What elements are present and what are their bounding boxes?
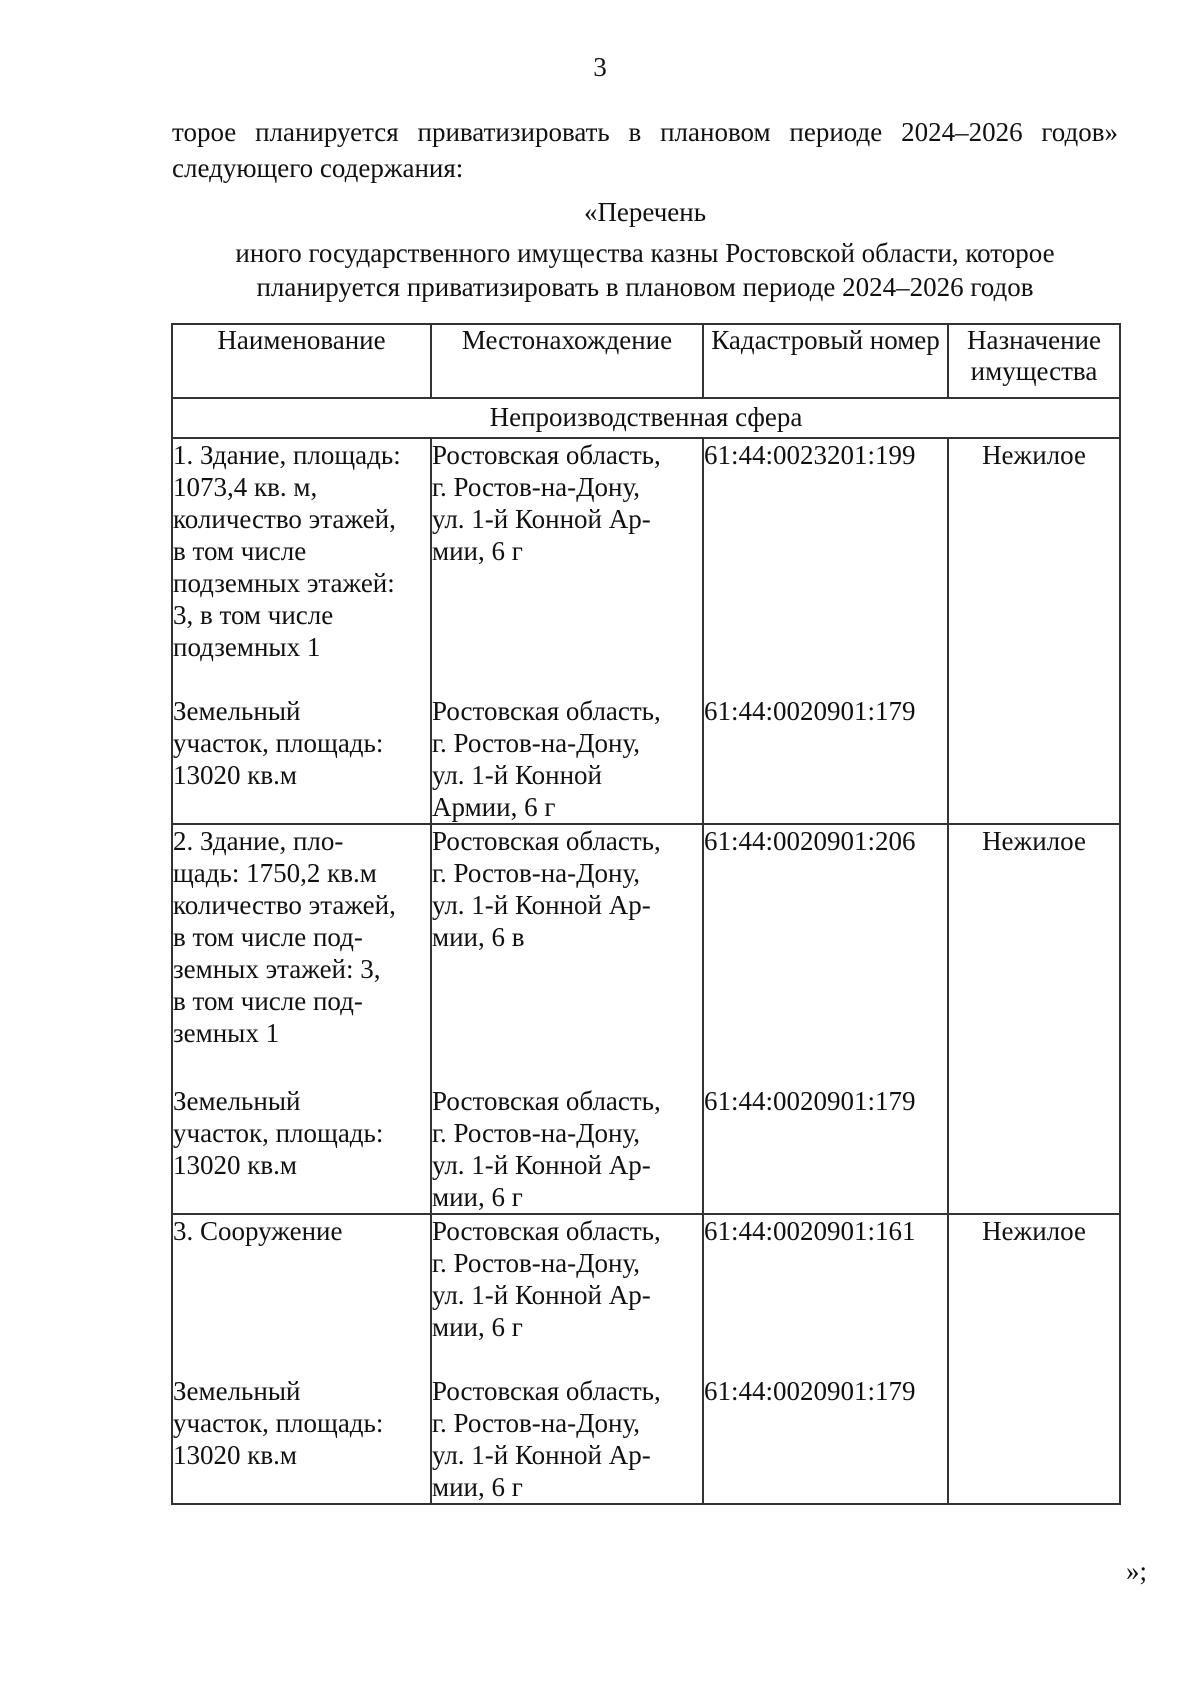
item-cadastral: 61:44:0020901:206: [704, 826, 916, 856]
land-cadastral: 61:44:0020901:179: [704, 696, 916, 726]
column-header-purpose: Назначение имущества: [948, 324, 1120, 398]
intro-line-1: торое планируется приватизировать в плановом периоде 2024–2026 годов»: [172, 117, 1118, 147]
item-cadastral: 61:44:0023201:199: [704, 440, 916, 470]
closing-quote: »;: [1126, 1556, 1148, 1586]
land-cadastral: 61:44:0020901:179: [704, 1376, 916, 1406]
section-row: [172, 398, 1120, 438]
table-row: [172, 1214, 1120, 1504]
item-name: 3. Сооружение: [173, 1216, 343, 1246]
land-cadastral: 61:44:0020901:179: [704, 1086, 916, 1116]
item-location: Ростовская область, г. Ростов-на-Дону, ул. 1-й Конной Ар- мии, 6 г: [432, 440, 661, 566]
column-header-name: Наименование: [172, 324, 431, 398]
land-location: Ростовская область, г. Ростов-на-Дону, ул. 1-й Конной Ар- мии, 6 г: [432, 1376, 661, 1502]
land-location: Ростовская область, г. Ростов-на-Дону, ул. 1-й Конной Армии, 6 г: [432, 696, 661, 822]
table-row: [172, 438, 1120, 824]
item-location-cell: [431, 1214, 703, 1504]
intro-line-2: следующего содержания:: [172, 153, 464, 183]
item-purpose: Нежилое: [948, 438, 1120, 824]
item-purpose: Нежилое: [948, 824, 1120, 1214]
item-cadastral: 61:44:0020901:161: [704, 1216, 916, 1246]
land-location: Ростовская область, г. Ростов-на-Дону, ул. 1-й Конной Ар- мии, 6 г: [432, 1086, 661, 1212]
section-title: Непроизводственная сфера: [172, 398, 1120, 438]
land-name: Земельный участок, площадь: 13020 кв.м: [173, 696, 384, 790]
item-purpose: Нежилое: [948, 1214, 1120, 1504]
table-row: [172, 824, 1120, 1214]
item-name-cell: [172, 824, 431, 1214]
intro-paragraph: [172, 114, 1118, 186]
page-number: 3: [593, 52, 607, 82]
land-name: Земельный участок, площадь: 13020 кв.м: [173, 1376, 384, 1470]
item-cadastral-cell: [703, 824, 948, 1214]
column-header-cadastral: Кадастровый номер: [703, 324, 948, 398]
table-header-row: [172, 324, 1120, 398]
list-subtitle-line-1: иного государственного имущества казны Ростовской области, которое: [235, 238, 1055, 268]
item-location-cell: [431, 824, 703, 1214]
item-name-cell: [172, 1214, 431, 1504]
item-cadastral-cell: [703, 1214, 948, 1504]
item-name: 2. Здание, пло- щадь: 1750,2 кв.м количество этажей, в том числе под- земных этажей: 3, в том числе под- земных 1: [173, 826, 396, 1048]
property-table: [171, 323, 1121, 1505]
item-name-cell: [172, 438, 431, 824]
column-header-location: Местонахождение: [431, 324, 703, 398]
list-title: «Перечень: [583, 197, 707, 227]
item-cadastral-cell: [703, 438, 948, 824]
item-location: Ростовская область, г. Ростов-на-Дону, ул. 1-й Конной Ар- мии, 6 в: [432, 826, 661, 952]
item-location: Ростовская область, г. Ростов-на-Дону, ул. 1-й Конной Ар- мии, 6 г: [432, 1216, 661, 1342]
land-name: Земельный участок, площадь: 13020 кв.м: [173, 1086, 384, 1180]
list-subtitle-line-2: планируется приватизировать в плановом периоде 2024–2026 годов: [256, 272, 1034, 302]
item-name: 1. Здание, площадь: 1073,4 кв. м, количество этажей, в том числе подземных этажей: 3, в том числе подземных 1: [173, 440, 401, 662]
item-location-cell: [431, 438, 703, 824]
